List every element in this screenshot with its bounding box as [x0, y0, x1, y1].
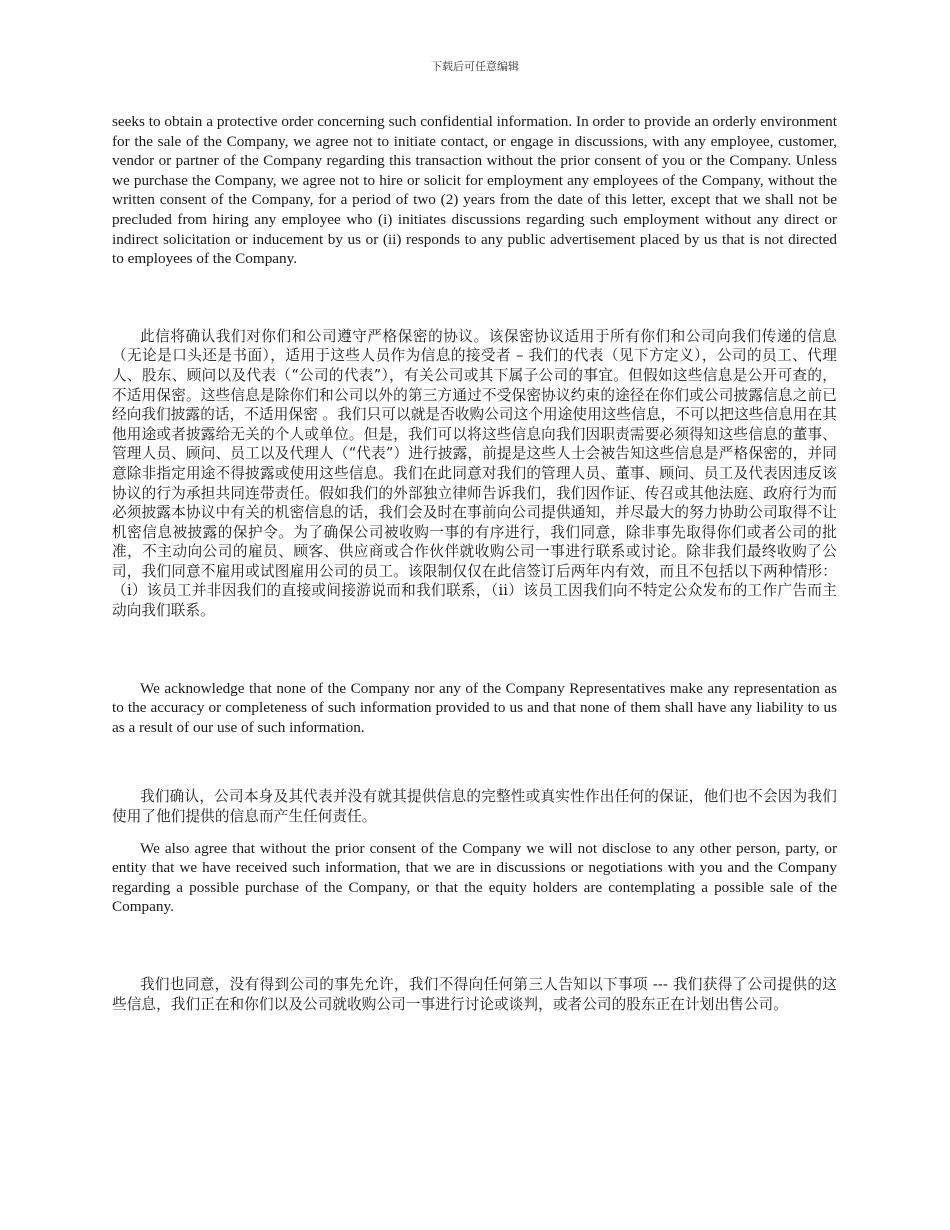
document-body	[112, 112, 837, 1014]
paragraph-zh-confidentiality: 此信将确认我们对你们和公司遵守严格保密的协议。该保密协议适用于所有你们和公司向我们传递的信息（无论是口头还是书面），适用于这些人员作为信息的接受者 – 我们的代表（见下方定义），公司的员工、代理人、股东、顾问以及代表（“公司的代表”），有关公司或其下属子公司的事宜。但假如这些信息是公开可查的，不适用保密。这些信息是除你们和公司以外的第三方通过不受保密协议约束的途径在你们或公司披露信息之前已经向我们披露的话，不适用保密 。我们只可以就是否收购公司这个用途使用这些信息，不可以把这些信息用在其他用途或者披露给无关的个人或单位。但是，我们可以将这些信息向我们因职责需要必须得知这些信息的董事、管理人员、顾问、员工以及代理人（“代表”）进行披露，前提是这些人士会被告知这些信息是严格保密的，并同意除非指定用途不得披露或使用这些信息。我们在此同意对我们的管理人员、董事、顾问、员工及代表因违反该协议的行为承担共同连带责任。假如我们的外部独立律师告诉我们，我们因作证、传召或其他法庭、政府行为而必须披露本协议中有关的机密信息的话，我们会及时在事前向公司提供通知，并尽最大的努力协助公司取得不让机密信息被披露的保护令。为了确保公司被收购一事的有序进行，我们同意，除非事先取得你们或者公司的批准，不主动向公司的雇员、顾客、供应商或合作伙伴就收购公司一事进行联系或讨论。除非我们最终收购了公司，我们同意不雇用或试图雇用公司的员工。该限制仅仅在此信签订后两年内有效，而且不包括以下两种情形：（i）该员工并非因我们的直接或间接游说而和我们联系，（ii）该员工因我们向不特定公众发布的工作广告而主动向我们联系。	[112, 327, 837, 620]
paragraph-zh-nondisclosure: 我们也同意，没有得到公司的事先允许，我们不得向任何第三人告知以下事项 --- 我们获得了公司提供的这些信息，我们正在和你们以及公司就收购公司一事进行讨论或谈判，或者公司的股东正在计划出售公司。	[112, 976, 837, 1013]
paragraph-zh-acknowledgement: 我们确认，公司本身及其代表并没有就其提供信息的完整性或真实性作出任何的保证，他们也不会因为我们使用了他们提供的信息而产生任何责任。	[112, 788, 837, 826]
paragraph-en-nondisclosure: We also agree that without the prior consent of the Company we will not disclose to any other person, party, or entity that we have received such information, that we are in discussions or negotiations with you and the Company regarding a possible purchase of the Company, or that the equity holders are contemplating a possible sale of the Company.	[112, 839, 837, 916]
paragraph-en-acknowledgement: We acknowledge that none of the Company nor any of the Company Representatives make any representation as to the accuracy or completeness of such information provided to us and that none of them shall have any liability to us as a result of our use of such information.	[112, 679, 837, 736]
paragraph-en-confidential-continued: seeks to obtain a protective order concerning such confidential information. In order to provide an orderly environment for the sale of the Company, we agree not to initiate contact, or engage in discussions, with any employee, customer, vendor or partner of the Company regarding this transaction without the prior consent of you or the Company. Unless we purchase the Company, we agree not to hire or solicit for employment any employees of the Company, without the written consent of the Company, for a period of two (2) years from the date of this letter, except that we shall not be precluded from hiring any employee who (i) initiates discussions regarding such employment without any direct or indirect solicitation or inducement by us or (ii) responds to any public advertisement placed by us that is not directed to employees of the Company.	[112, 113, 837, 268]
page-header: 下载后可任意编辑	[431, 60, 519, 73]
